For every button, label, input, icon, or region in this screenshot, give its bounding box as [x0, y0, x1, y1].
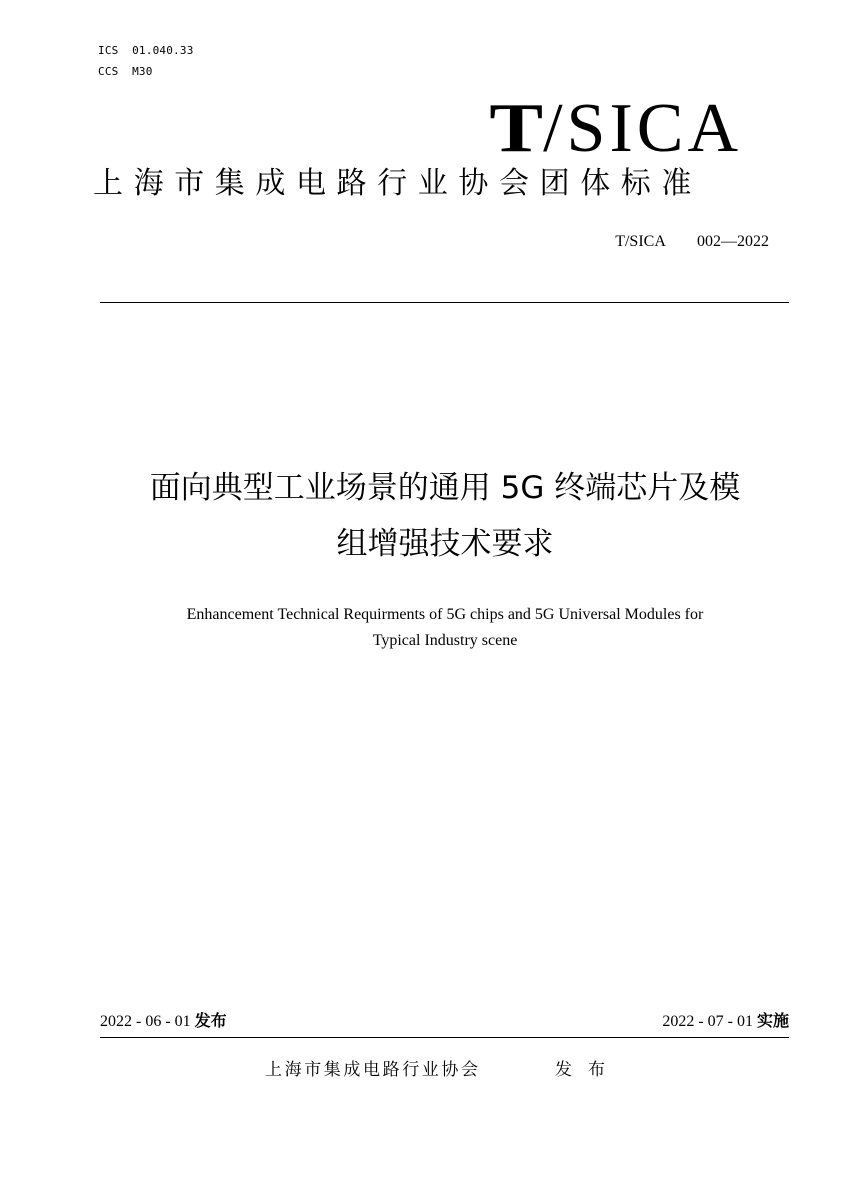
publisher-name: 上海市集成电路行业协会	[265, 1060, 481, 1080]
standard-number-value: 002—2022	[697, 233, 769, 250]
chinese-title	[60, 460, 830, 572]
implementation-date-label: 实施	[756, 1011, 789, 1030]
classification-codes	[98, 40, 194, 82]
publish-date	[100, 1009, 227, 1034]
chinese-title-line-1: 面向典型工业场景的通用 5G 终端芯片及模	[149, 470, 741, 506]
logo-t: T	[489, 90, 545, 167]
publish-verb: 发布	[555, 1060, 621, 1080]
publish-date-value: 2022 - 06 - 01	[100, 1013, 191, 1030]
chinese-title-line-2: 组增强技术要求	[336, 526, 554, 562]
publish-date-label: 发布	[194, 1011, 227, 1030]
logo-rest: /SICA	[543, 90, 742, 167]
organization-standard-title: 上海市集成电路行业协会团体标准	[93, 166, 702, 201]
implementation-date-value: 2022 - 07 - 01	[662, 1013, 753, 1030]
ccs-code: CCS M30	[98, 65, 153, 78]
standard-number	[615, 230, 769, 254]
ics-code: ICS 01.040.33	[98, 44, 194, 57]
footer-divider	[100, 1037, 789, 1038]
header-divider	[100, 302, 789, 303]
english-title-line-2: Typical Industry scene	[372, 632, 518, 649]
standard-code: T/SICA	[615, 233, 665, 250]
english-title-line-1: Enhancement Technical Requirments of 5G chips and 5G Universal Modules for	[186, 606, 704, 623]
english-title	[60, 602, 830, 654]
tsica-logo	[489, 84, 742, 174]
implementation-date	[662, 1009, 789, 1034]
